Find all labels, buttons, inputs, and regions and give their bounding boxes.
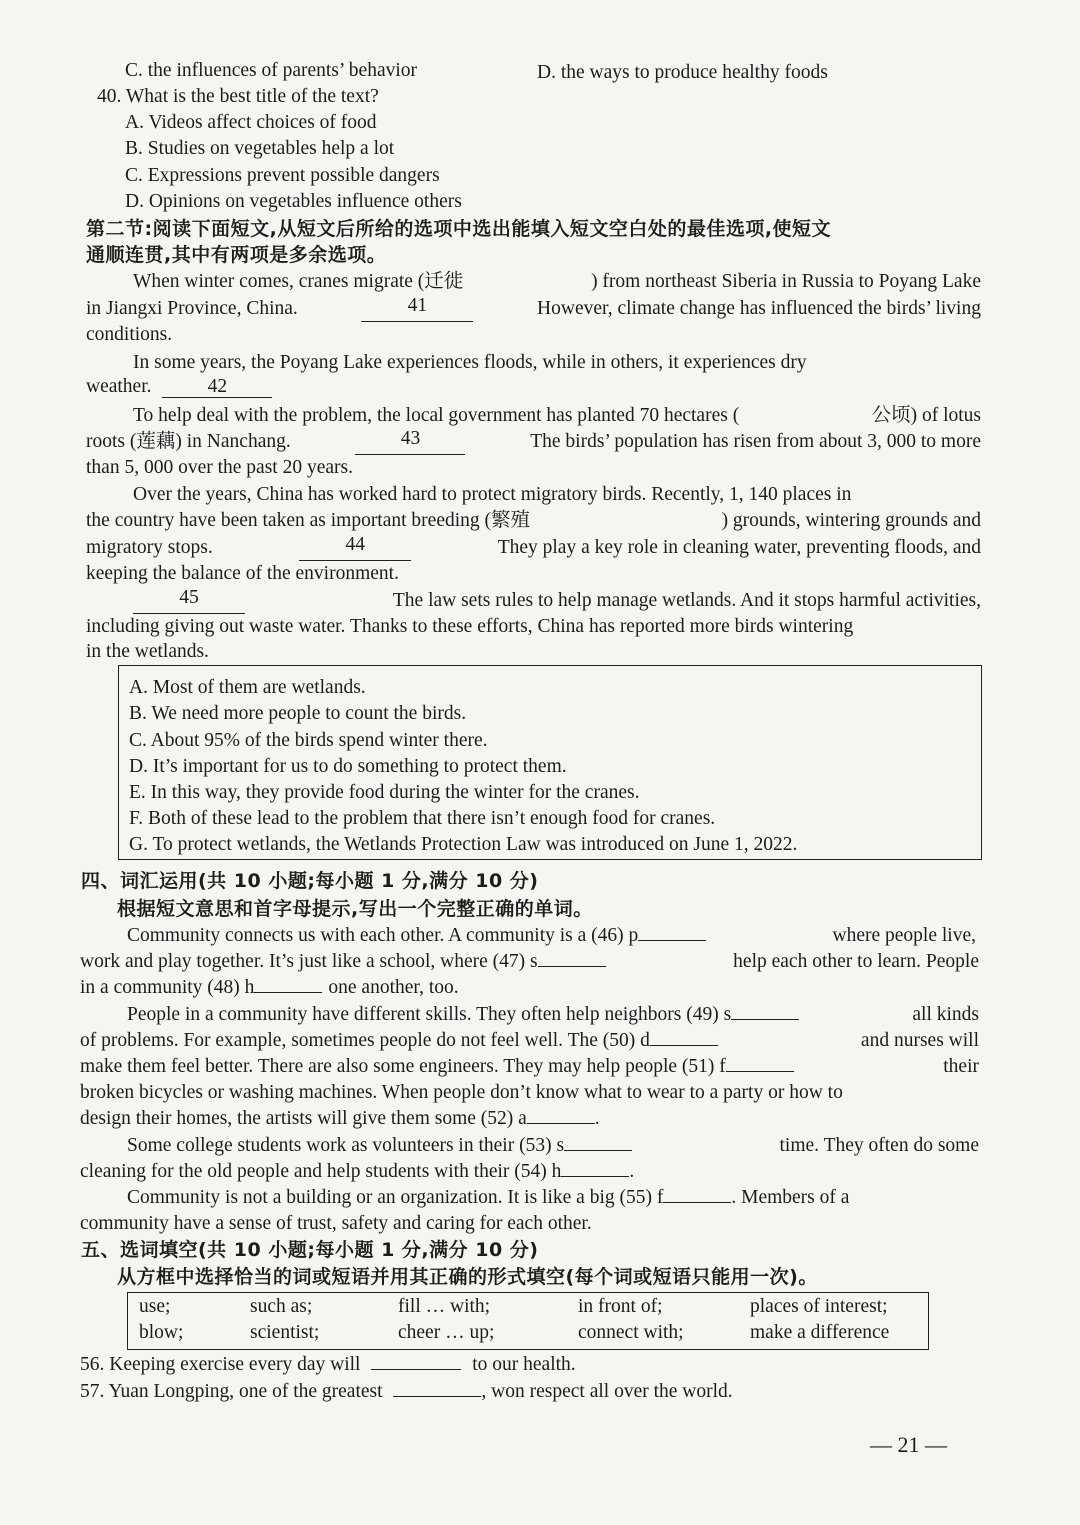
q40-option-c: C. Expressions prevent possible dangers	[125, 165, 440, 186]
s4-p2-line2: of problems. For example, sometimes people do not feel well. The (50) d and nurses will	[80, 1030, 979, 1051]
blank-57[interactable]	[393, 1396, 481, 1397]
blank-51[interactable]	[726, 1071, 794, 1072]
q56: 56. Keeping exercise every day will to our health.	[80, 1354, 576, 1375]
s4-p1-line3: in a community (48) h one another, too.	[80, 977, 459, 998]
option-a: A. Most of them are wetlands.	[129, 677, 366, 698]
blank-50[interactable]	[650, 1045, 718, 1046]
blank-46[interactable]	[638, 940, 706, 941]
blank-54[interactable]	[561, 1176, 629, 1177]
s4-p4-line2: community have a sense of trust, safety and caring for each other.	[80, 1213, 592, 1234]
blank-47[interactable]	[538, 966, 606, 967]
option-e: E. In this way, they provide food during the winter for the cranes.	[129, 782, 640, 803]
option-c: C. About 95% of the birds spend winter there.	[129, 730, 488, 751]
q40-option-b: B. Studies on vegetables help a lot	[125, 138, 395, 159]
word-connect-with: connect with;	[578, 1322, 684, 1343]
page-number: — 21 —	[870, 1432, 947, 1457]
blank-44[interactable]: 44	[299, 535, 411, 561]
passage-p3-line2: roots (莲藕) in Nanchang. 43 The birds’ population has risen from about 3, 000 to more	[86, 429, 981, 455]
passage-p5-line2: including giving out waste water. Thanks to these efforts, China has reported more birds wintering	[86, 616, 854, 637]
word-cheer-up: cheer … up;	[398, 1322, 495, 1343]
blank-53[interactable]	[564, 1150, 632, 1151]
section5-instruction: 从方框中选择恰当的词或短语并用其正确的形式填空(每个词或短语只能用一次)。	[117, 1266, 818, 1288]
word-blow: blow;	[139, 1322, 184, 1343]
blank-52[interactable]	[527, 1123, 595, 1124]
q39-option-c: C. the influences of parents’ behavior	[125, 60, 418, 81]
passage-p1-line2: in Jiangxi Province, China. 41 However, climate change has influenced the birds’ living	[86, 296, 981, 322]
passage-p2-line2: weather. 42	[86, 374, 272, 400]
passage-p5-line3: in the wetlands.	[86, 641, 209, 662]
s4-p1-line1: Community connects us with each other. A community is a (46) p where people live,	[127, 925, 976, 946]
section4-instruction: 根据短文意思和首字母提示,写出一个完整正确的单词。	[117, 898, 593, 920]
word-fill-with: fill … with;	[398, 1296, 491, 1317]
blank-48[interactable]	[254, 992, 322, 993]
q57: 57. Yuan Longping, one of the greatest , won respect all over the world.	[80, 1381, 733, 1402]
blank-49[interactable]	[731, 1019, 799, 1020]
section2-instruction-1: 第二节:阅读下面短文,从短文后所给的选项中选出能填入短文空白处的最佳选项,使短文	[86, 218, 832, 240]
blank-45[interactable]: 45	[133, 588, 245, 614]
passage-p5-line1: 45 The law sets rules to help manage wetlands. And it stops harmful activities,	[133, 588, 981, 614]
passage-p4-line3: migratory stops. 44 They play a key role in cleaning water, preventing floods, and	[86, 535, 981, 561]
section5-heading: 五、选词填空(共 10 小题;每小题 1 分,满分 10 分)	[81, 1239, 539, 1261]
q40-option-a: A. Videos affect choices of food	[125, 112, 377, 133]
q40-question: 40. What is the best title of the text?	[97, 86, 379, 107]
passage-p2-line1: In some years, the Poyang Lake experiences floods, while in others, it experiences dry	[133, 352, 807, 373]
section2-instruction-2: 通顺连贯,其中有两项是多余选项。	[86, 244, 387, 266]
passage-p4-line2: the country have been taken as important breeding (繁殖 ) grounds, wintering grounds and	[86, 510, 981, 531]
option-b: B. We need more people to count the birds.	[129, 703, 467, 724]
passage-p1-line1: When winter comes, cranes migrate (迁徙 ) from northeast Siberia in Russia to Poyang Lake	[133, 271, 981, 292]
word-make-a-difference: make a difference	[750, 1322, 890, 1343]
word-places-of-interest: places of interest;	[750, 1296, 888, 1317]
q40-option-d: D. Opinions on vegetables influence others	[125, 191, 462, 212]
passage-p4-line4: keeping the balance of the environment.	[86, 563, 399, 584]
word-use: use;	[139, 1296, 171, 1317]
s4-p3-line2: cleaning for the old people and help students with their (54) h .	[80, 1161, 635, 1182]
blank-41[interactable]: 41	[361, 296, 473, 322]
passage-p4-line1: Over the years, China has worked hard to protect migratory birds. Recently, 1, 140 places in	[133, 484, 852, 505]
word-scientist: scientist;	[250, 1322, 320, 1343]
s4-p2-line1: People in a community have different skills. They often help neighbors (49) s all kinds	[127, 1004, 979, 1025]
q39-option-d: D. the ways to produce healthy foods	[537, 62, 828, 83]
option-g: G. To protect wetlands, the Wetlands Protection Law was introduced on June 1, 2022.	[129, 834, 798, 855]
s4-p2-line5: design their homes, the artists will give them some (52) a .	[80, 1108, 600, 1129]
blank-56[interactable]	[371, 1369, 461, 1370]
section4-heading: 四、词汇运用(共 10 小题;每小题 1 分,满分 10 分)	[81, 870, 539, 892]
option-d: D. It’s important for us to do something to protect them.	[129, 756, 567, 777]
passage-p1-line3: conditions.	[86, 324, 173, 345]
blank-42[interactable]: 42	[162, 377, 272, 398]
word-such-as: such as;	[250, 1296, 313, 1317]
option-f: F. Both of these lead to the problem that there isn’t enough food for cranes.	[129, 808, 716, 829]
s4-p4-line1: Community is not a building or an organization. It is like a big (55) f . Members of a	[127, 1187, 850, 1208]
s4-p2-line3: make them feel better. There are also some engineers. They may help people (51) f their	[80, 1056, 979, 1077]
passage-p3-line1: To help deal with the problem, the local government has planted 70 hectares ( 公顷) of lotus	[133, 405, 981, 426]
word-in-front-of: in front of;	[578, 1296, 663, 1317]
s4-p2-line4: broken bicycles or washing machines. When people don’t know what to wear to a party or how to	[80, 1082, 843, 1103]
s4-p1-line2: work and play together. It’s just like a school, where (47) s help each other to learn. People	[80, 951, 979, 972]
s4-p3-line1: Some college students work as volunteers in their (53) s time. They often do some	[127, 1135, 979, 1156]
passage-p3-line3: than 5, 000 over the past 20 years.	[86, 457, 353, 478]
blank-55[interactable]	[663, 1202, 731, 1203]
blank-43[interactable]: 43	[355, 429, 465, 455]
